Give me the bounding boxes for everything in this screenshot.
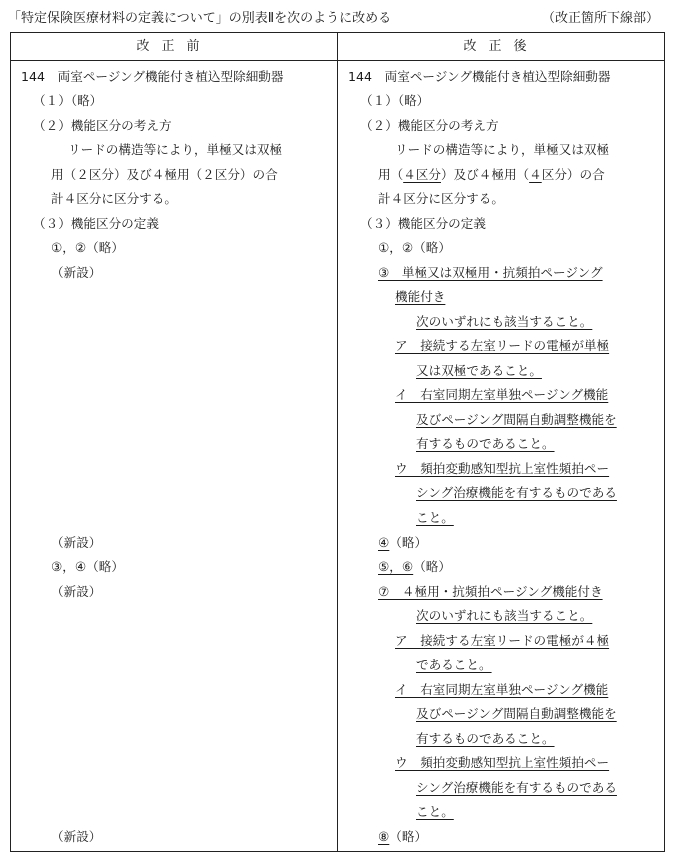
after-line: 機能付き (395, 289, 446, 304)
after-line: ①，②（略） (378, 240, 451, 255)
after-line: 有するものであること。 (416, 731, 555, 746)
before-column (11, 61, 337, 851)
after-line: こと。 (416, 804, 454, 819)
column-header-after: 改正後 (463, 39, 539, 54)
before-line: （新設） (51, 265, 102, 280)
after-line: ⑦ ４極用・抗頻拍ページング機能付き (378, 584, 603, 599)
after-line: ア 接続する左室リードの電極が４極 (395, 633, 610, 648)
after-line: ウ 頻拍変動感知型抗上室性頻拍ペー (395, 755, 610, 770)
after-line: ⑧（略） (378, 829, 428, 844)
before-line: 用（２区分）及び４極用（２区分）の合 (51, 167, 278, 182)
after-line: （１）（略） (360, 93, 430, 108)
after-line: シング治療機能を有するものである (416, 780, 617, 795)
before-line: （１）（略） (33, 93, 103, 108)
after-line: 用（４区分）及び４極用（４区分）の合 (378, 167, 605, 182)
before-line: 計４区分に区分する。 (51, 191, 177, 206)
after-line: 及びページング間隔自動調整機能を (416, 412, 617, 427)
after-line: 次のいずれにも該当すること。 (416, 608, 593, 623)
after-line: 144 両室ページング機能付き植込型除細動器 (348, 69, 611, 84)
underline-note: （改正箇所下線部） (541, 11, 659, 26)
after-line: 次のいずれにも該当すること。 (416, 314, 593, 329)
after-line: 有するものであること。 (416, 436, 555, 451)
before-line: 144 両室ページング機能付き植込型除細動器 (21, 69, 284, 84)
before-line: （新設） (51, 584, 102, 599)
after-line: シング治療機能を有するものである (416, 485, 617, 500)
before-line: （３）機能区分の定義 (33, 216, 159, 231)
column-header-before: 改正前 (136, 39, 212, 54)
after-line: イ 右室同期左室単独ページング機能 (395, 682, 609, 697)
after-line: （２）機能区分の考え方 (360, 118, 499, 133)
after-line: リードの構造等により，単極又は双極 (395, 142, 610, 157)
after-line: （３）機能区分の定義 (360, 216, 486, 231)
comparison-table (10, 32, 665, 852)
after-line: 及びページング間隔自動調整機能を (416, 706, 617, 721)
after-line: ③ 単極又は双極用・抗頻拍ページング (378, 265, 603, 280)
after-line: ⑤，⑥（略） (378, 559, 451, 574)
before-line: （新設） (51, 829, 102, 844)
after-line: ウ 頻拍変動感知型抗上室性頻拍ペー (395, 461, 610, 476)
before-line: ③，④（略） (51, 559, 124, 574)
after-line: ④（略） (378, 535, 428, 550)
before-line: （新設） (51, 535, 102, 550)
after-line: 計４区分に区分する。 (378, 191, 504, 206)
amendment-heading: 「特定保険医療材料の定義について」の別表Ⅱを次のように改める (8, 11, 392, 26)
after-line: こと。 (416, 510, 454, 525)
after-line: 又は双極であること。 (416, 363, 542, 378)
before-line: ①，②（略） (51, 240, 124, 255)
after-column (338, 61, 664, 851)
after-line: ア 接続する左室リードの電極が単極 (395, 338, 610, 353)
after-line: であること。 (416, 657, 492, 672)
before-line: リードの構造等により，単極又は双極 (68, 142, 283, 157)
after-line: イ 右室同期左室単独ページング機能 (395, 387, 609, 402)
before-line: （２）機能区分の考え方 (33, 118, 172, 133)
